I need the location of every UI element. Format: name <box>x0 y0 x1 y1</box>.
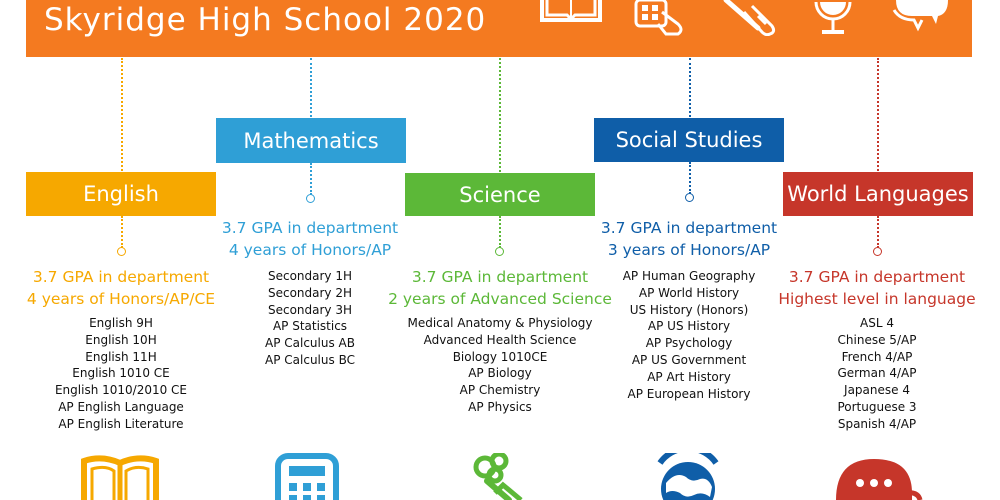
calculator-icon <box>275 453 339 500</box>
social-studies-node-dot <box>685 193 694 202</box>
course-item: AP Physics <box>468 399 532 414</box>
course-item: Portuguese 3 <box>837 399 917 414</box>
course-item: US History (Honors) <box>629 302 749 317</box>
course-item: German 4/AP <box>837 366 917 381</box>
course-item: AP US Government <box>631 352 747 367</box>
science-header: Science <box>405 173 595 216</box>
course-item: AP Statistics <box>272 319 348 334</box>
course-item: AP English Literature <box>58 416 184 431</box>
course-item: Medical Anatomy & Physiology <box>407 316 593 330</box>
flask-icon <box>465 453 535 500</box>
world-languages-connector <box>877 58 879 171</box>
social-studies-gpa: 3.7 GPA in department <box>600 219 778 237</box>
science-node-dot <box>495 247 504 256</box>
course-item: Secondary 3H <box>267 302 353 317</box>
course-item: Japanese 4 <box>844 383 910 398</box>
world-languages-column <box>767 266 987 433</box>
english-node-dot <box>117 247 126 256</box>
mathematics-connector <box>310 58 312 117</box>
mathematics-node-dot <box>306 194 315 203</box>
world-languages-header: World Languages <box>783 172 973 216</box>
social-studies-requirement: 3 years of Honors/AP <box>607 241 771 259</box>
course-item: AP US History <box>647 319 731 334</box>
course-item: AP Calculus BC <box>265 352 355 367</box>
course-item: English 10H <box>85 332 157 347</box>
english-gpa: 3.7 GPA in department <box>32 268 210 286</box>
course-item: AP Calculus AB <box>265 336 355 351</box>
open-book-icon <box>538 0 604 26</box>
world-languages-course-list <box>767 315 987 433</box>
course-item: English 11H <box>85 349 157 364</box>
course-item: English 9H <box>89 316 153 330</box>
course-item: AP World History <box>638 285 740 300</box>
course-item: AP Human Geography <box>622 269 756 283</box>
course-item: ASL 4 <box>860 316 894 330</box>
social-studies-connector <box>689 58 691 117</box>
world-languages-requirement: Highest level in language <box>778 290 976 308</box>
globe-icon <box>652 453 724 500</box>
course-item: French 4/AP <box>841 349 913 364</box>
course-item: English 1010/2010 CE <box>54 383 188 398</box>
course-item: AP European History <box>627 386 751 401</box>
english-connector-lower <box>121 216 123 248</box>
calculator-hand-icon <box>632 0 688 36</box>
social-studies-course-list <box>579 268 799 402</box>
mathematics-header: Mathematics <box>216 118 406 163</box>
course-item: AP Chemistry <box>459 383 541 398</box>
course-item: Biology 1010CE <box>452 349 548 364</box>
course-item: Advanced Health Science <box>423 332 577 347</box>
course-item: Spanish 4/AP <box>837 416 917 431</box>
course-item: English 1010 CE <box>72 366 170 381</box>
course-item: AP Psychology <box>645 336 733 351</box>
science-gpa: 3.7 GPA in department <box>411 268 589 286</box>
social-studies-header: Social Studies <box>594 118 784 162</box>
science-requirement: 2 years of Advanced Science <box>388 290 612 308</box>
chat-bubble-icon <box>834 453 924 500</box>
english-column <box>11 266 231 433</box>
world-languages-node-dot <box>873 247 882 256</box>
mathematics-connector-lower <box>310 163 312 195</box>
world-languages-connector-lower <box>877 216 879 248</box>
course-item: AP Art History <box>647 369 731 384</box>
english-requirement: 4 years of Honors/AP/CE <box>26 290 216 308</box>
course-item: Secondary 1H <box>267 269 353 283</box>
world-languages-gpa: 3.7 GPA in department <box>788 268 966 286</box>
globe-icon <box>806 0 860 40</box>
mathematics-requirement: 4 years of Honors/AP <box>228 241 392 259</box>
course-item: Secondary 2H <box>267 285 353 300</box>
science-connector <box>499 58 501 172</box>
course-item: Chinese 5/AP <box>837 332 917 347</box>
course-item: AP English Language <box>58 399 184 414</box>
book-icon <box>80 453 160 500</box>
mathematics-gpa: 3.7 GPA in department <box>221 219 399 237</box>
english-header: English <box>26 172 216 216</box>
page-title: Skyridge High School 2020 <box>44 2 487 38</box>
social-studies-column <box>579 217 799 402</box>
english-course-list <box>11 315 231 433</box>
speech-bubbles-icon <box>892 0 952 36</box>
course-item: AP Biology <box>468 366 532 381</box>
english-connector <box>121 58 123 171</box>
social-studies-connector-lower <box>689 162 691 194</box>
test-tube-icon <box>722 0 782 36</box>
science-connector-lower <box>499 216 501 248</box>
title-banner <box>26 0 972 57</box>
